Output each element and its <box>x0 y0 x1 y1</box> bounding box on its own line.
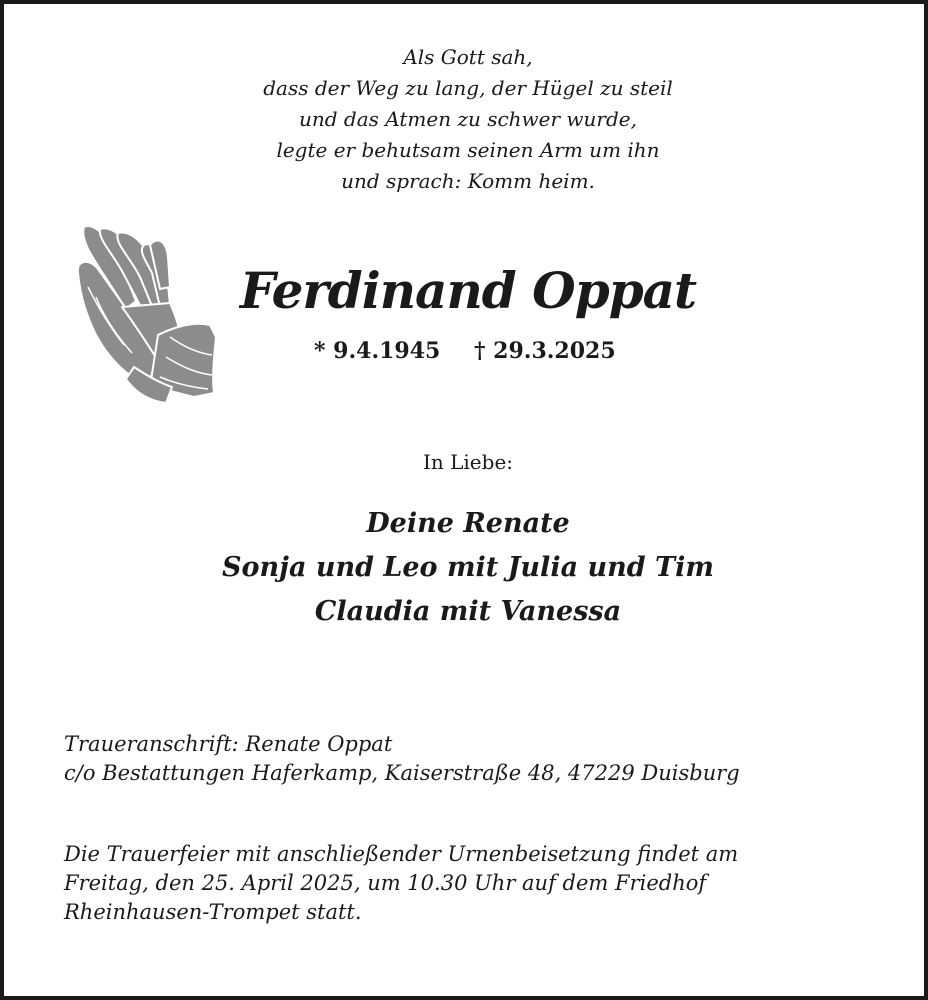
mourner-line: Claudia mit Vanessa <box>314 596 622 627</box>
death-date: † 29.3.2025 <box>474 338 616 364</box>
funeral-line: Die Trauerfeier mit anschließender Urnenbeisetzung findet am <box>64 842 739 866</box>
poem-line: legte er behutsam seinen Arm um ihn <box>276 138 660 162</box>
intro-text: In Liebe: <box>422 450 514 474</box>
mourner-line: Deine Renate <box>366 508 570 539</box>
birth-date: * 9.4.1945 <box>314 338 441 364</box>
funeral-line: Freitag, den 25. April 2025, um 10.30 Uhr auf dem Friedhof <box>64 871 707 895</box>
mourner-line: Sonja und Leo mit Julia und Tim <box>222 552 714 583</box>
address-line: c/o Bestattungen Haferkamp, Kaiserstraße 48, 47229 Duisburg <box>64 761 740 785</box>
poem <box>4 42 928 197</box>
mourning-address <box>64 730 884 788</box>
poem-line: dass der Weg zu lang, der Hügel zu steil <box>263 76 673 100</box>
poem-line: Als Gott sah, <box>403 45 533 69</box>
life-dates <box>4 338 928 372</box>
poem-line: und sprach: Komm heim. <box>341 169 595 193</box>
deceased-name: Ferdinand Oppat <box>239 261 697 320</box>
address-line: Traueranschrift: Renate Oppat <box>64 732 393 756</box>
funeral-notice <box>64 840 894 927</box>
poem-line: und das Atmen zu schwer wurde, <box>299 107 637 131</box>
funeral-line: Rheinhausen-Trompet statt. <box>64 900 362 924</box>
mourners-list <box>4 502 928 634</box>
